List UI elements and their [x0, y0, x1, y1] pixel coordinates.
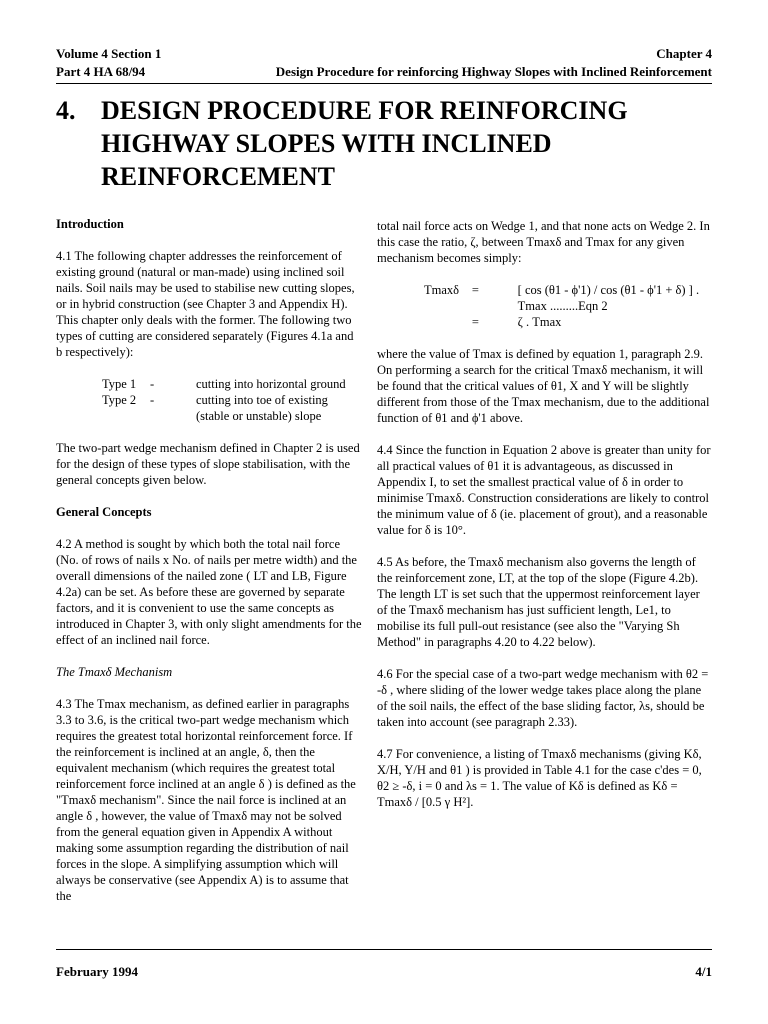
paragraph-4-2: 4.2 A method is sought by which both the total nail force (No. of rows of nails x No. of nails per metre width) and the overall dimensions of the nailed zone ( LT and LB, Figure 4.2a) can be set. As before these are governed by separate factors, and it is convenient to use the same concepts as introduced in Chapter 3, with only slight amendments for the effect of an inclined nail force. [56, 537, 362, 647]
equation-rhs-2: ζ . Tmax [517, 315, 562, 329]
paragraph-4-1: 4.1 The following chapter addresses the reinforcement of existing ground (natural or man-made) using inclined soil nails. Soil nails may be used to stabilise new cutting slopes, or in hybrid construction (see Chapter 3 and Appendix H). This chapter only deals with the former. The following two types of cutting are considered separately (Figures 4.1a and b respectively): [56, 249, 355, 359]
equation-line-2 [377, 314, 713, 330]
left-column [56, 216, 362, 920]
where-paragraph: where the value of Tmax is defined by equation 1, paragraph 2.9. On performing a search for the critical Tmaxδ mechanism, it will be found that the critical values of θ1, X and Y will be slightly different from those of the Tmax mechanism, due to the additional function of θ1 and ϕ'1 above. [377, 347, 710, 425]
page-number: 4/1 [695, 964, 712, 979]
header-rule [56, 83, 712, 84]
running-header-line-2 [56, 64, 712, 80]
mechanism-heading: The Tmaxδ Mechanism [56, 665, 173, 679]
volume-section: Volume 4 Section 1 [56, 46, 162, 61]
paragraph-4-3: 4.3 The Tmax mechanism, as defined earlier in paragraphs 3.3 to 3.6, is the critical two-part wedge mechanism which requires the greatest total horizontal reinforcement force. If the reinforcement is inclined at an angle, δ, then the equivalent mechanism (which requires the greatest total reinforcement force inclined at an angle δ ) is defined as the "Tmaxδ mechanism". Since the nail force is inclined at an angle δ , however, the value of Tmaxδ may not be solved from the general equation given in Appendix A without making some assumption regarding the distribution of nail forces in the slope. A simplifying assumption which will always be conservative (see Appendix A) is to assume that the [56, 697, 356, 903]
equation-2 [377, 282, 713, 330]
type-description: cutting into horizontal ground [196, 377, 346, 391]
equation-line-1 [377, 282, 713, 314]
paragraph-4-4: 4.4 Since the function in Equation 2 above is greater than unity for all practical values of θ1 it is advantageous, as discussed in Appendix I, to set the smallest practical value of δ in order to minimise Tmaxδ. Construction considerations are likely to control the minimum value of δ (ie. placement of grout), and a reasonable value for δ is 10°. [377, 443, 711, 537]
footer-rule [56, 949, 712, 950]
part-label: Part 4 HA 68/94 [56, 64, 146, 79]
chapter-label: Chapter 4 [656, 46, 712, 61]
general-concepts-heading: General Concepts [56, 505, 152, 519]
cutting-type-1 [56, 376, 362, 392]
right-column [377, 218, 713, 826]
type-label: Type 2 [102, 393, 137, 407]
paragraph-4-3-continued: total nail force acts on Wedge 1, and that none acts on Wedge 2. In this case the ratio, ζ, between Tmaxδ and Tmax for any given mechanism becomes simply: [377, 219, 710, 265]
running-title: Design Procedure for reinforcing Highway Slopes with Inclined Reinforcement [275, 64, 712, 79]
type-dash: - [150, 377, 155, 391]
cutting-type-2 [56, 392, 362, 424]
chapter-title: DESIGN PROCEDURE FOR REINFORCING HIGHWAY SLOPES WITH INCLINED REINFORCEMENT [101, 96, 628, 191]
equation-lhs: Tmaxδ [424, 283, 460, 297]
introduction-heading: Introduction [56, 217, 124, 231]
chapter-number: 4. [56, 96, 76, 125]
equals-sign: = [471, 315, 479, 329]
cutting-types-list [56, 376, 362, 424]
type-label: Type 1 [102, 377, 137, 391]
equals-sign: = [471, 283, 479, 297]
footer-date: February 1994 [56, 964, 138, 979]
type-description: cutting into toe of existing (stable or unstable) slope [196, 393, 328, 423]
type-dash: - [150, 393, 155, 407]
equation-rhs-1: [ cos (θ1 - ϕ'1) / cos (θ1 - ϕ'1 + δ) ] . Tmax .........Eqn 2 [517, 283, 700, 313]
running-header-line-1 [56, 46, 712, 62]
paragraph-4-7: 4.7 For convenience, a listing of Tmaxδ mechanisms (giving Kδ, X/H, Y/H and θ1 ) is provided in Table 4.1 for the case c'des = 0, θ2 ≥ -δ, i = 0 and λs = 1. The value of Kδ is defined as Kδ = Tmaxδ / [0.5 γ H²]. [377, 747, 702, 809]
paragraph-4-5: 4.5 As before, the Tmaxδ mechanism also governs the length of the reinforcement zone, LT, at the top of the slope (Figure 4.2b). The length LT is set such that the uppermost reinforcement layer of the Tmaxδ mechanism has just sufficient length, Le1, to mobilise its full pull-out resistance (see also the "Varying Sh Method" in paragraphs 4.20 to 4.22 below). [377, 555, 700, 649]
paragraph-4-6: 4.6 For the special case of a two-part wedge mechanism with θ2 = -δ , where sliding of the lower wedge takes place along the plane of the soil nails, the effect of the base sliding factor, λs, should be taken into account (see paragraph 2.33). [377, 667, 709, 729]
two-part-wedge-paragraph: The two-part wedge mechanism defined in Chapter 2 is used for the design of these types of slope stabilisation, with the general concepts given below. [56, 441, 360, 487]
